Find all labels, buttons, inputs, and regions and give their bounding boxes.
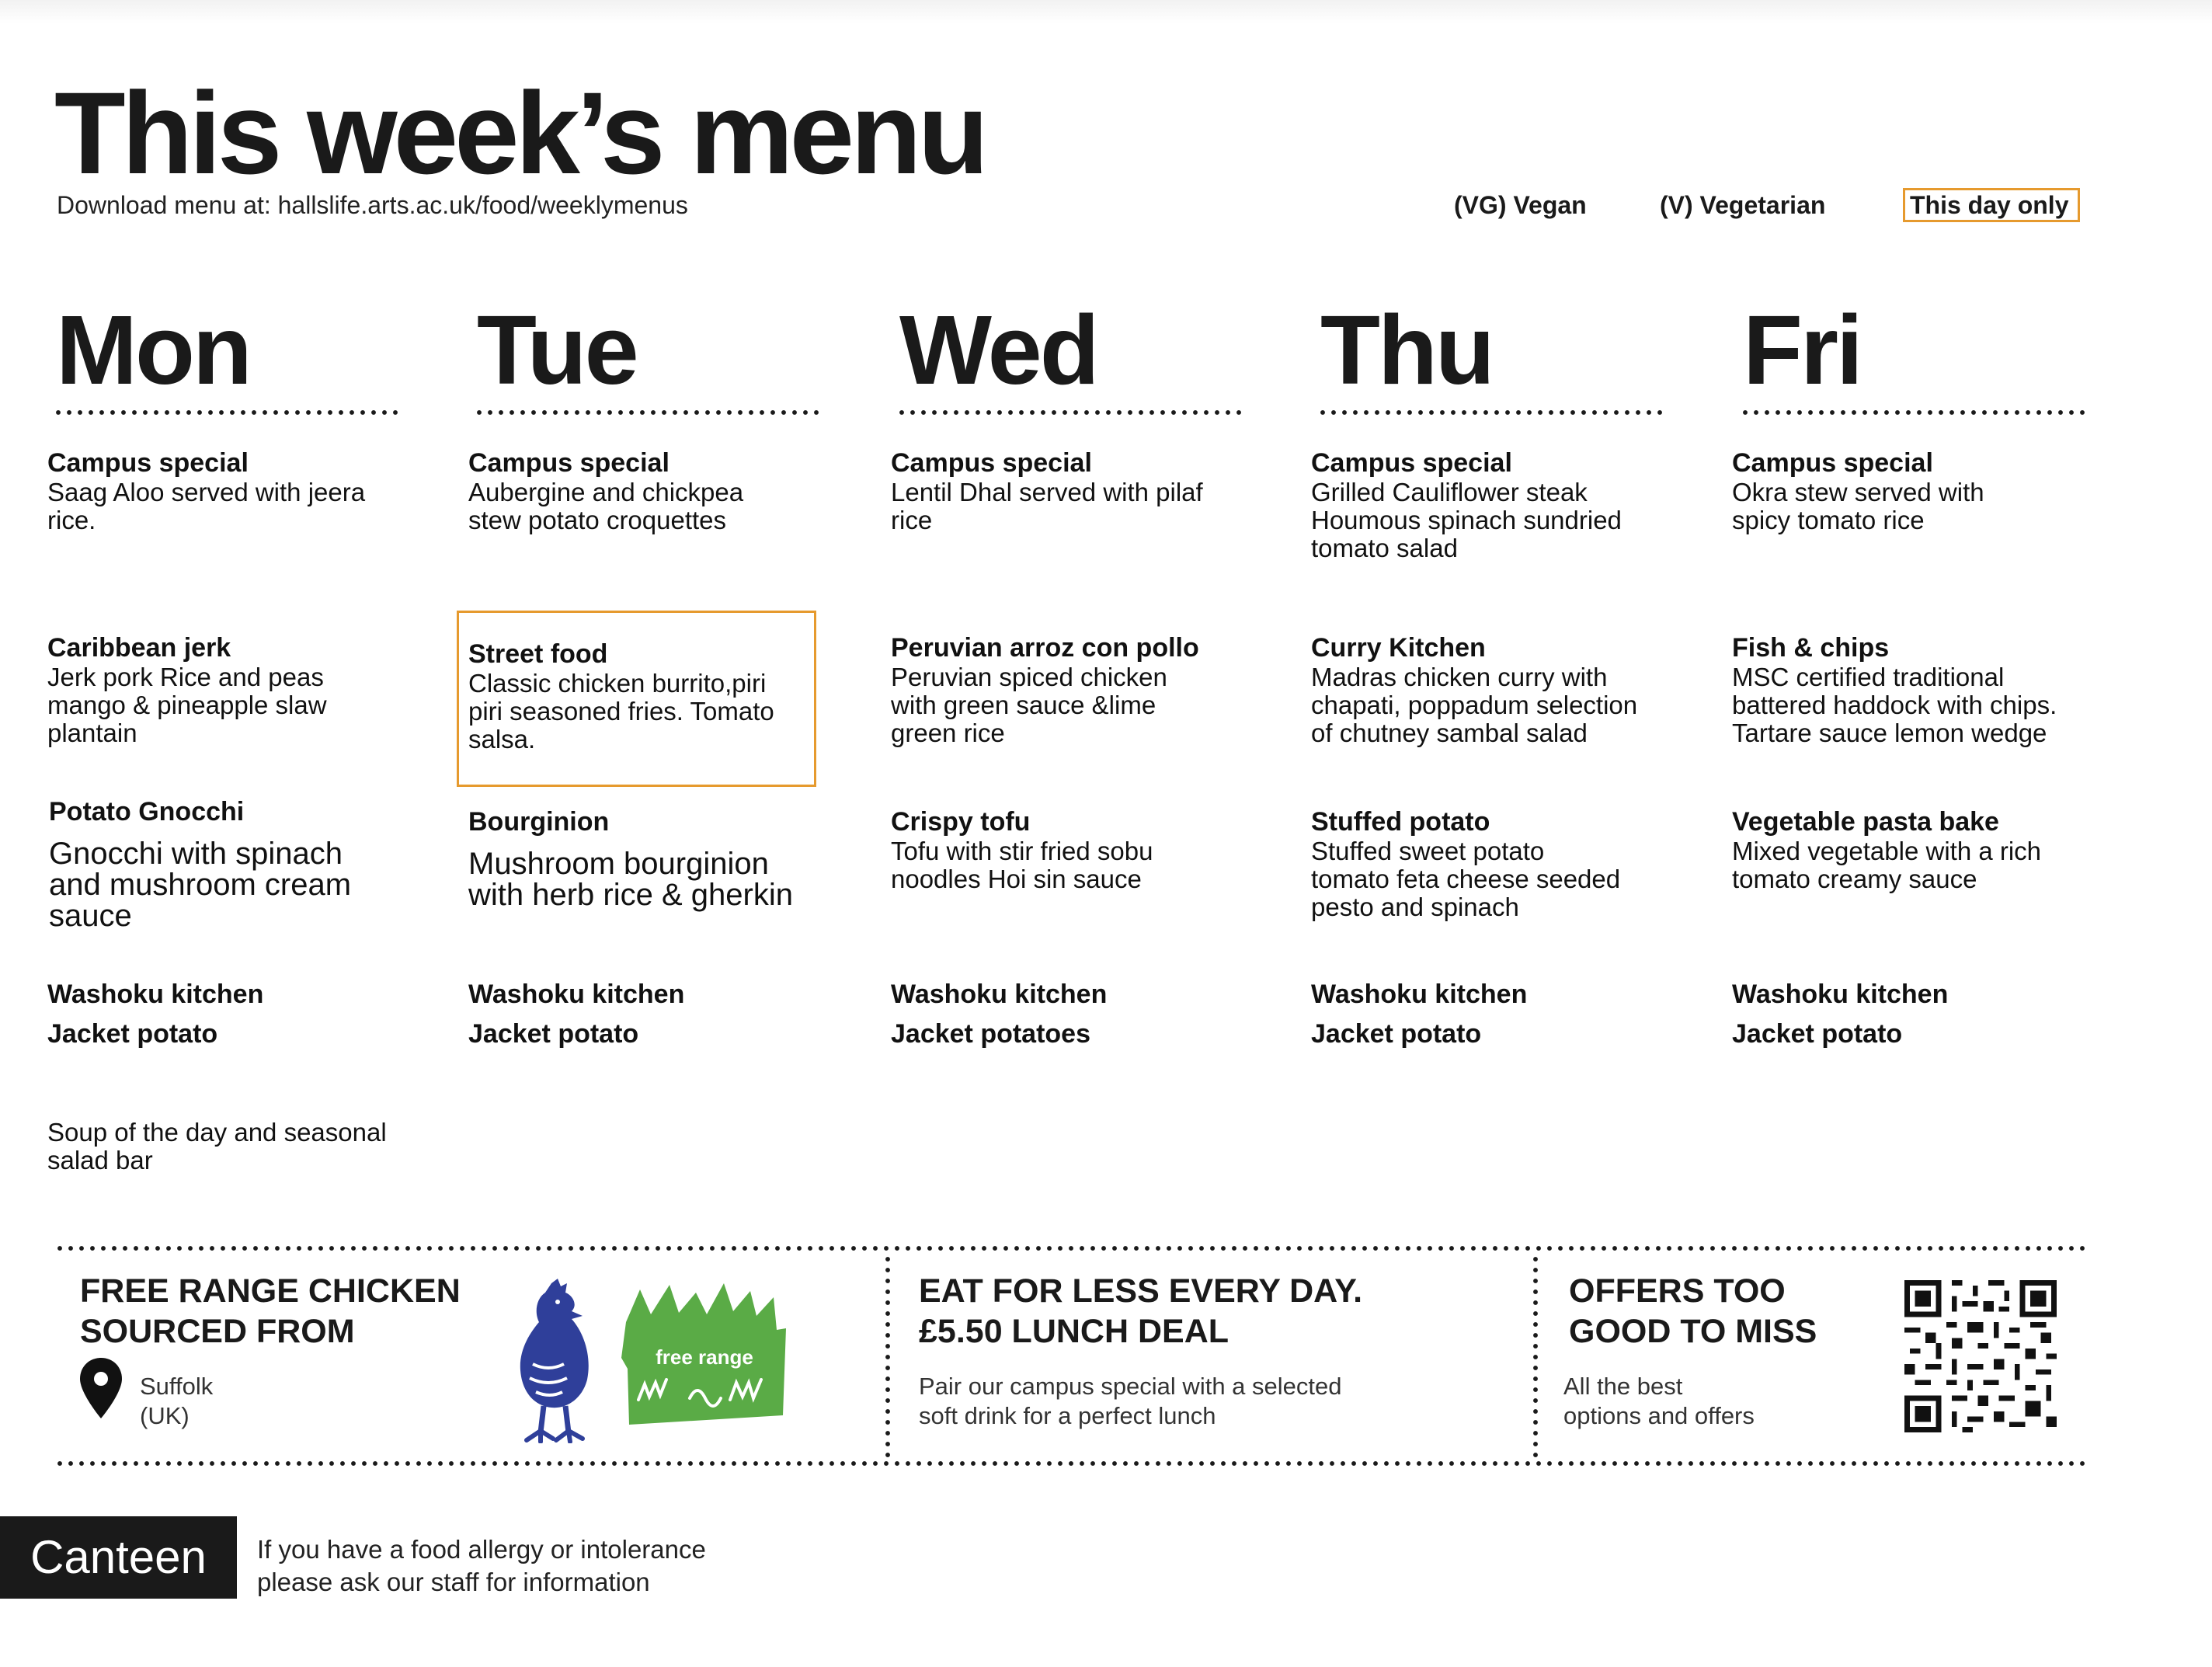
menu-item-tue-campus-special	[468, 447, 833, 534]
day-heading-mon: Mon	[56, 295, 250, 405]
menu-item-wed-row3	[891, 806, 1256, 893]
fri-jacket: Jacket potato	[1732, 1019, 1903, 1049]
item-heading: Campus special	[468, 448, 670, 478]
menu-item-fri-row3	[1732, 806, 2097, 893]
offers-heading: OFFERS TOO GOOD TO MISS	[1569, 1272, 1817, 1350]
legend-vegetarian-label: Vegetarian	[1699, 191, 1826, 219]
wed-washoku: Washoku kitchen	[891, 980, 1108, 1009]
item-heading: Campus special	[1311, 448, 1512, 478]
legend-vegan-code: (VG)	[1454, 191, 1507, 219]
item-heading: Campus special	[47, 448, 249, 478]
legend-this-day-only: This day only	[1903, 188, 2080, 222]
legend-vegetarian	[1660, 191, 1825, 220]
mon-washoku: Washoku kitchen	[47, 980, 264, 1009]
item-description: Stuffed sweet potato tomato feta cheese seeded pesto and spinach	[1311, 837, 1621, 921]
offers-text: All the best options and offers	[1563, 1373, 1755, 1429]
menu-item-fri-row2	[1732, 632, 2097, 747]
mon-jacket: Jacket potato	[47, 1019, 218, 1049]
menu-item-tue-row3	[468, 806, 833, 910]
tue-jacket: Jacket potato	[468, 1019, 639, 1049]
download-link-text[interactable]: Download menu at: hallslife.arts.ac.uk/food/weeklymenus	[57, 191, 688, 219]
menu-item-thu-row3	[1311, 806, 1676, 921]
promo-divider-2	[1532, 1254, 1539, 1457]
fri-washoku: Washoku kitchen	[1732, 980, 1949, 1009]
item-heading: Caribbean jerk	[47, 633, 231, 663]
item-heading: Vegetable pasta bake	[1732, 807, 1999, 837]
lunch-deal-heading: EAT FOR LESS EVERY DAY. £5.50 LUNCH DEAL	[919, 1272, 1363, 1350]
menu-item-mon-row3	[49, 796, 414, 931]
legend-vegetarian-code: (V)	[1660, 191, 1693, 219]
promo-bottom-divider	[54, 1460, 2085, 1467]
free-range-heading: FREE RANGE CHICKEN SOURCED FROM	[80, 1272, 461, 1350]
item-heading: Potato Gnocchi	[49, 797, 245, 827]
item-heading: Street food	[468, 639, 608, 669]
page-title: This week’s menu	[54, 68, 986, 198]
item-description: Aubergine and chickpea stew potato croquettes	[468, 478, 744, 534]
menu-item-wed-campus-special	[891, 447, 1256, 534]
menu-item-wed-row2	[891, 632, 1256, 747]
chicken-source-location: Suffolk (UK)	[140, 1373, 214, 1429]
legend-vegan	[1454, 191, 1587, 220]
menu-item-fri-campus-special	[1732, 447, 2097, 534]
menu-item-tue-row2	[468, 639, 833, 753]
item-description: Madras chicken curry with chapati, poppadum selection of chutney sambal salad	[1311, 663, 1638, 747]
day-heading-fri: Fri	[1743, 295, 1862, 405]
menu-item-mon-campus-special	[47, 447, 412, 534]
item-heading: Campus special	[1732, 448, 1933, 478]
item-description: Mixed vegetable with a rich tomato creamy sauce	[1732, 837, 2042, 893]
legend-vegan-label: Vegan	[1513, 191, 1587, 219]
wed-jacket: Jacket potatoes	[891, 1019, 1090, 1049]
menu-item-thu-row2	[1311, 632, 1676, 747]
item-heading: Curry Kitchen	[1311, 633, 1486, 663]
item-description: Saag Aloo served with jeera rice.	[47, 478, 366, 534]
menu-item-mon-row2	[47, 632, 412, 747]
top-fade	[0, 0, 2212, 23]
day-divider-mon	[53, 409, 404, 416]
item-description: Okra stew served with spicy tomato rice	[1732, 478, 1984, 534]
day-divider-thu	[1317, 409, 1668, 416]
tue-washoku: Washoku kitchen	[468, 980, 685, 1009]
thu-washoku: Washoku kitchen	[1311, 980, 1528, 1009]
item-heading: Stuffed potato	[1311, 807, 1490, 837]
day-divider-tue	[474, 409, 825, 416]
qr-code-icon[interactable]	[1904, 1280, 2057, 1432]
soup-and-salad-bar: Soup of the day and seasonal salad bar	[47, 1118, 387, 1175]
item-description: Grilled Cauliflower steak Houmous spinach sundried tomato salad	[1311, 478, 1622, 562]
day-divider-wed	[896, 409, 1247, 416]
promo-top-divider	[54, 1245, 2085, 1251]
menu-item-thu-campus-special	[1311, 447, 1676, 562]
item-description: Mushroom bourginion with herb rice & gherkin	[468, 847, 793, 912]
location-pin-icon	[78, 1356, 124, 1420]
item-heading: Bourginion	[468, 807, 610, 837]
day-heading-wed: Wed	[899, 295, 1097, 405]
item-heading: Crispy tofu	[891, 807, 1031, 837]
item-description: MSC certified traditional battered haddock with chips. Tartare sauce lemon wedge	[1732, 663, 2057, 747]
item-description: Jerk pork Rice and peas mango & pineapple slaw plantain	[47, 663, 327, 747]
item-description: Gnocchi with spinach and mushroom cream sauce	[49, 837, 352, 933]
item-heading: Peruvian arroz con pollo	[891, 633, 1199, 663]
canteen-logo: Canteen	[0, 1516, 237, 1599]
item-description: Classic chicken burrito,piri piri seasoned fries. Tomato salsa.	[468, 669, 774, 753]
item-heading: Fish & chips	[1732, 633, 1890, 663]
day-heading-thu: Thu	[1320, 295, 1493, 405]
chicken-illustration-icon	[506, 1279, 600, 1443]
free-range-badge	[621, 1283, 788, 1425]
item-description: Peruvian spiced chicken with green sauce &lime green rice	[891, 663, 1167, 747]
day-divider-fri	[1740, 409, 2091, 416]
item-heading: Campus special	[891, 448, 1092, 478]
lunch-deal-text: Pair our campus special with a selected soft drink for a perfect lunch	[919, 1373, 1342, 1429]
thu-jacket: Jacket potato	[1311, 1019, 1482, 1049]
item-description: Tofu with stir fried sobu noodles Hoi sin sauce	[891, 837, 1153, 893]
allergy-notice: If you have a food allergy or intolerance please ask our staff for information	[257, 1535, 706, 1596]
free-range-badge-text: free range	[656, 1345, 753, 1369]
day-heading-tue: Tue	[477, 295, 637, 405]
promo-divider-1	[885, 1254, 891, 1457]
item-description: Lentil Dhal served with pilaf rice	[891, 478, 1203, 534]
